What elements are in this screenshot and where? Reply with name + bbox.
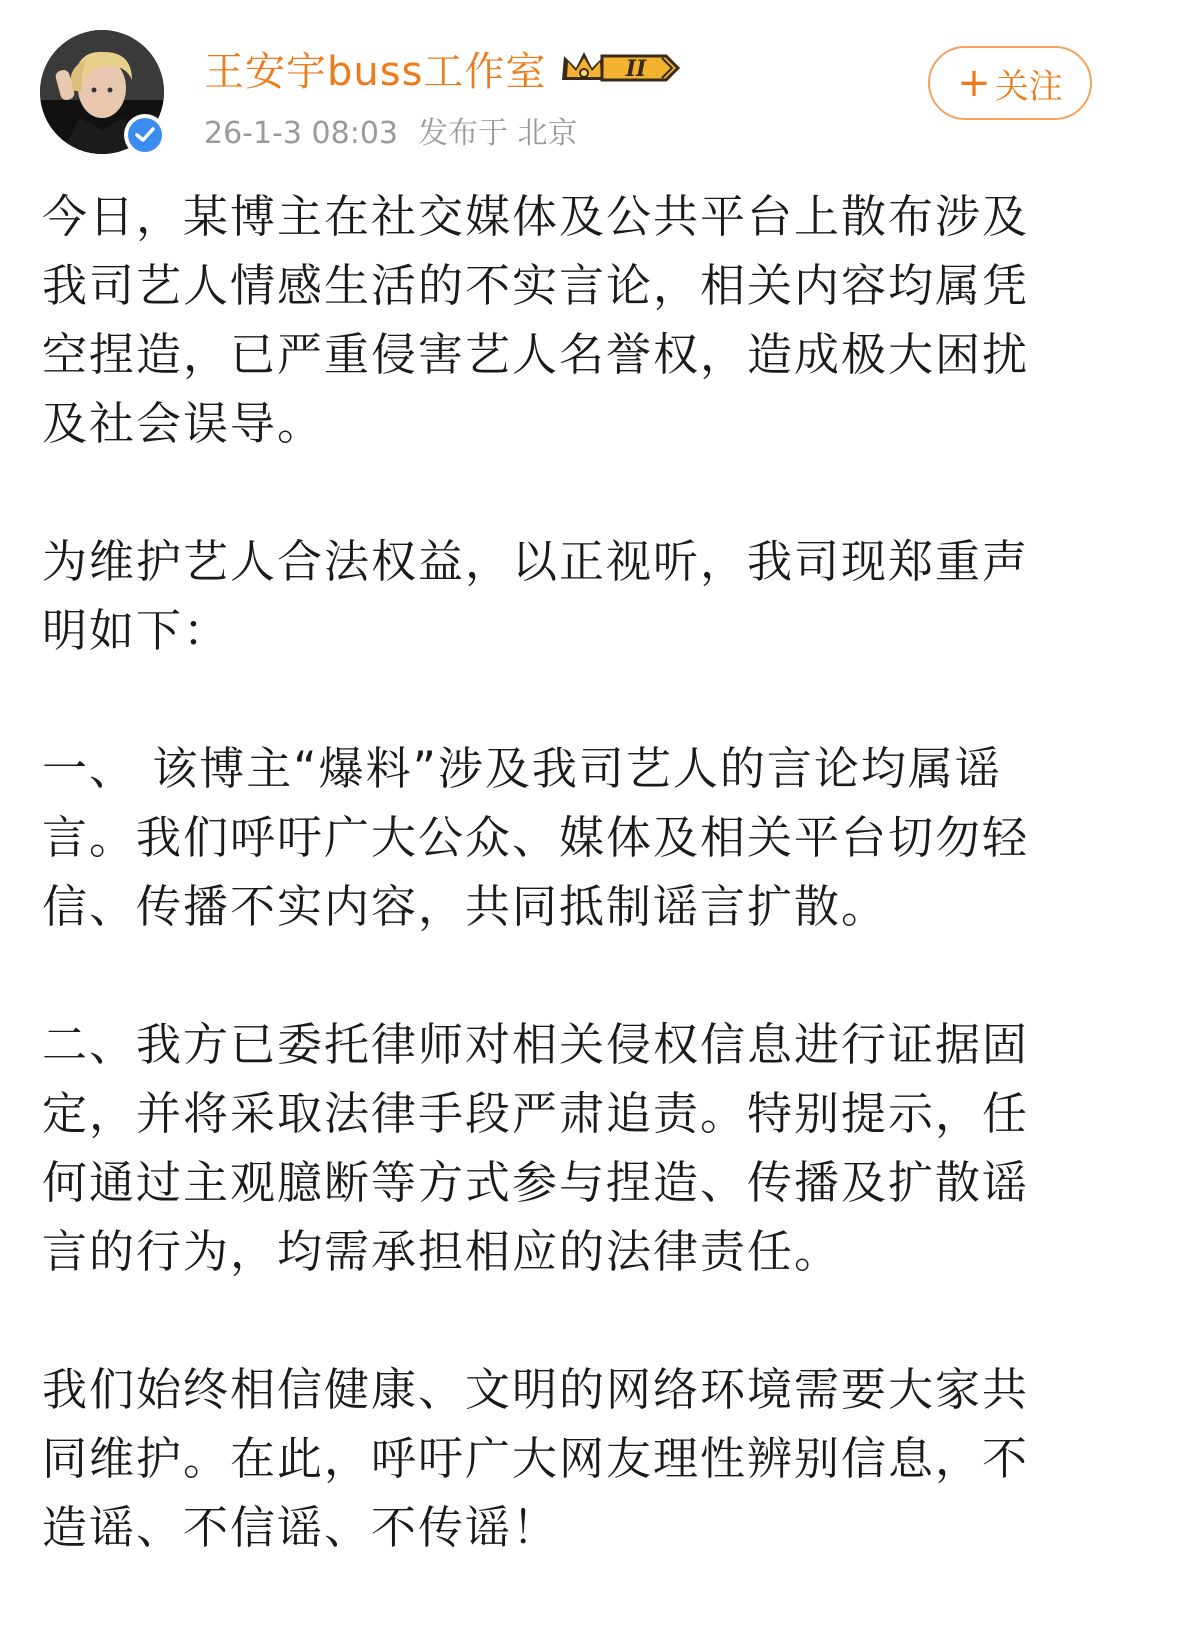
follow-label: 关注 [994, 66, 1063, 107]
post-paragraph: 一、 该博主“爆料”涉及我司艺人的言论均属谣言。我们呼吁广大公众、媒体及相关平台切勿轻信、传播不实内容，共同抵制谣言扩散。 [42, 742, 1030, 933]
post-timestamp: 26-1-3 08:03 [204, 116, 398, 151]
username[interactable]: 王安宇buss工作室 [204, 48, 547, 95]
follow-button[interactable] [928, 46, 1092, 120]
vip-crown-icon[interactable] [558, 46, 682, 90]
username-row [204, 38, 682, 98]
svg-text:II: II [626, 56, 647, 82]
plus-icon: + [957, 60, 991, 106]
post-paragraph: 二、我方已委托律师对相关侵权信息进行证据固定，并将采取法律手段严肃追责。特别提示，任何通过主观臆断等方式参与捏造、传播及扩散谣言的行为，均需承担相应的法律责任。 [42, 1018, 1030, 1278]
post-paragraph: 我们始终相信健康、文明的网络环境需要大家共同维护。在此，呼吁广大网友理性辨别信息，不造谣、不信谣、不传谣！ [42, 1363, 1030, 1554]
post-paragraph: 今日，某博主在社交媒体及公共平台上散布涉及我司艺人情感生活的不实言论，相关内容均属凭空捏造，已严重侵害艺人名誉权，造成极大困扰及社会误导。 [42, 190, 1030, 450]
post-paragraph: 为维护艺人合法权益，以正视听，我司现郑重声明如下： [42, 535, 1030, 657]
post-location: 发布于 北京 [418, 116, 578, 151]
post-meta [204, 108, 578, 152]
verified-check-icon [124, 114, 166, 156]
post-body [42, 182, 1072, 1562]
post-header [0, 0, 1179, 170]
